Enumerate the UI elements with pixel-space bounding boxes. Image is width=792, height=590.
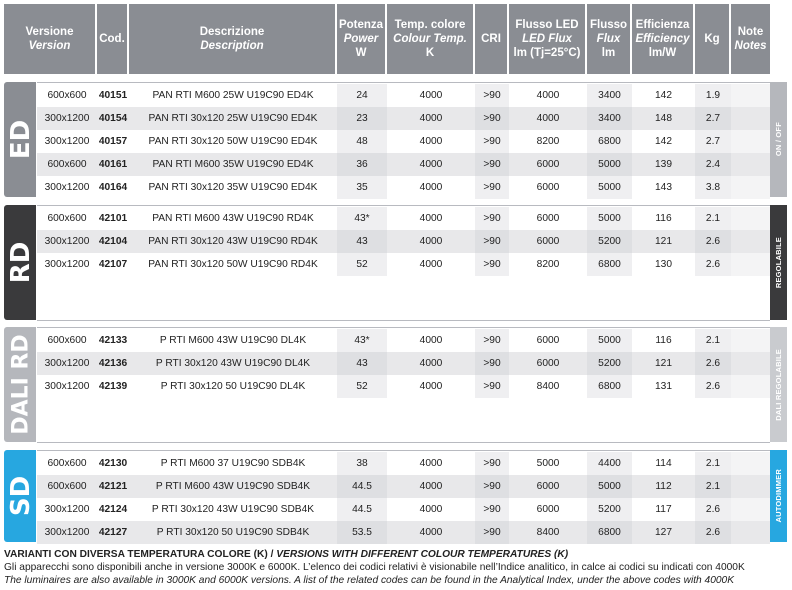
svg-text:DALI RD: DALI RD xyxy=(8,334,34,435)
cell-notes xyxy=(731,230,770,253)
footer-english-text: The luminaires are also available in 3000K and 6000K versions. A list of the related codes can be found in the Analytical Index, under the above codes with 4000K xyxy=(4,575,734,586)
header-flux: Flusso Flux lm xyxy=(587,4,630,74)
cell-notes xyxy=(731,176,770,199)
section-badge-2 xyxy=(4,327,36,442)
cell-colour-temp: 4000 xyxy=(419,527,443,538)
cell-efficiency: 143 xyxy=(655,182,672,193)
cell-description: P RTI 30x120 43W U19C90 SDB4K xyxy=(151,504,315,515)
cell-efficiency: 121 xyxy=(655,358,672,369)
cell-description: PAN RTI 30x120 35W U19C90 ED4K xyxy=(148,182,318,193)
cell-description: P RTI M600 37 U19C90 SDB4K xyxy=(160,458,306,469)
cell-cri: >90 xyxy=(475,207,509,230)
cell-notes xyxy=(731,84,770,107)
cell-version: 600x600 xyxy=(47,90,87,101)
cell-weight: 2.6 xyxy=(695,375,731,398)
cell-notes xyxy=(731,475,770,498)
cell-version: 300x1200 xyxy=(44,358,90,369)
cell-flux: 5000 xyxy=(587,153,632,176)
cell-flux: 5200 xyxy=(587,498,632,521)
cell-flux: 5000 xyxy=(587,329,632,352)
section-band xyxy=(770,450,787,542)
section-badge-0 xyxy=(4,82,36,197)
cell-efficiency: 139 xyxy=(655,159,672,170)
cell-notes xyxy=(731,352,770,375)
cell-power: 36 xyxy=(337,153,387,176)
notes-column-fill xyxy=(731,276,770,320)
cell-flux: 5000 xyxy=(587,475,632,498)
cell-weight: 1.9 xyxy=(695,84,731,107)
cell-weight: 2.6 xyxy=(695,521,731,544)
cell-code: 40151 xyxy=(98,90,128,101)
cell-flux: 5200 xyxy=(587,230,632,253)
cell-flux: 6800 xyxy=(587,521,632,544)
cell-power: 53.5 xyxy=(337,521,387,544)
cell-description: P RTI 30x120 50 U19C90 SDB4K xyxy=(156,527,310,538)
cell-colour-temp: 4000 xyxy=(419,335,443,346)
cell-cri: >90 xyxy=(475,352,509,375)
cell-colour-temp: 4000 xyxy=(419,182,443,193)
section-divider xyxy=(37,442,770,443)
cell-weight: 2.7 xyxy=(695,107,731,130)
section-band-label: REGOLABILE xyxy=(774,236,783,289)
cell-code: 42101 xyxy=(98,213,128,224)
cell-colour-temp: 4000 xyxy=(419,136,443,147)
cell-led-flux: 6000 xyxy=(536,335,560,346)
section-badge-logo xyxy=(4,82,36,197)
cell-led-flux: 8200 xyxy=(536,136,560,147)
cell-efficiency: 142 xyxy=(655,90,672,101)
cell-power: 23 xyxy=(337,107,387,130)
cell-weight: 2.6 xyxy=(695,498,731,521)
header-colour-temp: Temp. colore Colour Temp. K xyxy=(387,4,473,74)
cell-efficiency: 148 xyxy=(655,113,672,124)
cell-code: 42104 xyxy=(98,236,128,247)
section-badge-1 xyxy=(4,205,36,320)
cell-version: 300x1200 xyxy=(44,259,90,270)
header-description: Descrizione Description xyxy=(129,4,335,74)
cell-code: 42121 xyxy=(98,481,128,492)
cell-code: 42127 xyxy=(98,527,128,538)
cell-led-flux: 6000 xyxy=(536,481,560,492)
cell-power: 52 xyxy=(337,253,387,276)
cell-cri: >90 xyxy=(475,475,509,498)
section-divider xyxy=(37,327,770,328)
cell-code: 40164 xyxy=(98,182,128,193)
cell-cri: >90 xyxy=(475,153,509,176)
cell-version: 300x1200 xyxy=(44,236,90,247)
cell-efficiency: 117 xyxy=(655,504,672,515)
cell-notes xyxy=(731,253,770,276)
cell-efficiency: 130 xyxy=(655,259,672,270)
cell-flux: 3400 xyxy=(587,107,632,130)
notes-column-fill xyxy=(731,398,770,442)
cell-led-flux: 6000 xyxy=(536,159,560,170)
cell-notes xyxy=(731,375,770,398)
cell-code: 42124 xyxy=(98,504,128,515)
cell-flux: 3400 xyxy=(587,84,632,107)
cell-version: 300x1200 xyxy=(44,504,90,515)
footer-heading: VARIANTI CON DIVERSA TEMPERATURA COLORE (K) / VERSIONS WITH DIFFERENT COLOUR TEMPERATURES (K) xyxy=(4,549,569,560)
cell-description: PAN RTI 30x120 50W U19C90 RD4K xyxy=(148,259,318,270)
cell-power: 43* xyxy=(337,207,387,230)
cell-led-flux: 4000 xyxy=(536,90,560,101)
cell-weight: 2.6 xyxy=(695,253,731,276)
cell-flux: 6800 xyxy=(587,130,632,153)
section-divider xyxy=(37,205,770,206)
cell-description: P RTI 30x120 50 U19C90 DL4K xyxy=(160,381,306,392)
cell-colour-temp: 4000 xyxy=(419,213,443,224)
cell-cri: >90 xyxy=(475,452,509,475)
cell-notes xyxy=(731,107,770,130)
header-notes: Note Notes xyxy=(731,4,770,74)
cell-flux: 5000 xyxy=(587,207,632,230)
cell-power: 38 xyxy=(337,452,387,475)
cell-version: 300x1200 xyxy=(44,136,90,147)
section-band-label: AUTODIMMER xyxy=(774,469,783,523)
section-band xyxy=(770,82,787,197)
cell-weight: 2.1 xyxy=(695,329,731,352)
cell-cri: >90 xyxy=(475,329,509,352)
cell-notes xyxy=(731,521,770,544)
cell-cri: >90 xyxy=(475,84,509,107)
header-power: Potenza Power W xyxy=(337,4,385,74)
cell-notes xyxy=(731,153,770,176)
cell-led-flux: 8400 xyxy=(536,527,560,538)
cell-colour-temp: 4000 xyxy=(419,259,443,270)
cell-power: 43 xyxy=(337,352,387,375)
cell-led-flux: 8200 xyxy=(536,259,560,270)
cell-power: 43* xyxy=(337,329,387,352)
cell-code: 42136 xyxy=(98,358,128,369)
header-efficiency: Efficienza Efficiency lm/W xyxy=(632,4,693,74)
cell-led-flux: 6000 xyxy=(536,504,560,515)
svg-text:ED: ED xyxy=(6,119,36,160)
header-weight: Kg xyxy=(695,4,729,74)
cell-colour-temp: 4000 xyxy=(419,90,443,101)
cell-efficiency: 142 xyxy=(655,136,672,147)
cell-description: P RTI M600 43W U19C90 DL4K xyxy=(159,335,307,346)
cell-version: 300x1200 xyxy=(44,113,90,124)
footer-notes xyxy=(4,548,790,587)
cell-led-flux: 4000 xyxy=(536,113,560,124)
cell-version: 600x600 xyxy=(47,159,87,170)
cell-efficiency: 114 xyxy=(655,458,672,469)
cell-power: 35 xyxy=(337,176,387,199)
cell-code: 42130 xyxy=(98,458,128,469)
cell-version: 300x1200 xyxy=(44,182,90,193)
cell-power: 44.5 xyxy=(337,475,387,498)
cell-led-flux: 6000 xyxy=(536,358,560,369)
cell-cri: >90 xyxy=(475,521,509,544)
cell-notes xyxy=(731,130,770,153)
cell-code: 40161 xyxy=(98,159,128,170)
section-divider xyxy=(37,82,770,83)
header-version: Versione Version xyxy=(4,4,95,74)
cell-weight: 2.6 xyxy=(695,230,731,253)
section-band xyxy=(770,205,787,320)
cell-weight: 3.8 xyxy=(695,176,731,199)
cell-description: P RTI M600 43W U19C90 SDB4K xyxy=(155,481,311,492)
cell-notes xyxy=(731,452,770,475)
cell-efficiency: 112 xyxy=(655,481,672,492)
cell-version: 600x600 xyxy=(47,213,87,224)
section-divider xyxy=(37,450,770,451)
cell-description: P RTI 30x120 43W U19C90 DL4K xyxy=(155,358,311,369)
cell-led-flux: 6000 xyxy=(536,236,560,247)
cell-efficiency: 127 xyxy=(655,527,672,538)
cell-notes xyxy=(731,498,770,521)
cell-notes xyxy=(731,329,770,352)
cell-version: 600x600 xyxy=(47,458,87,469)
cell-version: 600x600 xyxy=(47,481,87,492)
cell-led-flux: 8400 xyxy=(536,381,560,392)
cell-cri: >90 xyxy=(475,498,509,521)
cell-power: 24 xyxy=(337,84,387,107)
cell-led-flux: 5000 xyxy=(536,458,560,469)
section-badge-logo xyxy=(4,327,36,442)
cell-cri: >90 xyxy=(475,130,509,153)
cell-colour-temp: 4000 xyxy=(419,458,443,469)
cell-colour-temp: 4000 xyxy=(419,358,443,369)
cell-description: PAN RTI M600 35W U19C90 ED4K xyxy=(152,159,314,170)
cell-power: 52 xyxy=(337,375,387,398)
cell-version: 300x1200 xyxy=(44,381,90,392)
cell-cri: >90 xyxy=(475,107,509,130)
cell-flux: 6800 xyxy=(587,253,632,276)
cell-flux: 6800 xyxy=(587,375,632,398)
cell-weight: 2.7 xyxy=(695,130,731,153)
cell-weight: 2.1 xyxy=(695,452,731,475)
cell-version: 300x1200 xyxy=(44,527,90,538)
cell-code: 40157 xyxy=(98,136,128,147)
header-led-flux: Flusso LED LED Flux lm (Tj=25°C) xyxy=(509,4,585,74)
cell-efficiency: 116 xyxy=(655,335,672,346)
section-badge-3 xyxy=(4,450,36,542)
cell-colour-temp: 4000 xyxy=(419,236,443,247)
cell-weight: 2.1 xyxy=(695,475,731,498)
cell-colour-temp: 4000 xyxy=(419,481,443,492)
section-divider xyxy=(37,320,770,321)
cell-description: PAN RTI M600 25W U19C90 ED4K xyxy=(152,90,314,101)
cell-flux: 5200 xyxy=(587,352,632,375)
svg-text:RD: RD xyxy=(6,241,36,284)
cell-code: 40154 xyxy=(98,113,128,124)
cell-code: 42107 xyxy=(98,259,128,270)
cell-colour-temp: 4000 xyxy=(419,113,443,124)
cell-cri: >90 xyxy=(475,375,509,398)
section-badge-logo xyxy=(4,450,36,542)
cell-power: 43 xyxy=(337,230,387,253)
cell-efficiency: 131 xyxy=(655,381,672,392)
header-cri: CRI xyxy=(475,4,507,74)
cell-description: PAN RTI 30x120 25W U19C90 ED4K xyxy=(148,113,318,124)
section-badge-logo xyxy=(4,205,36,320)
cell-colour-temp: 4000 xyxy=(419,159,443,170)
cell-weight: 2.4 xyxy=(695,153,731,176)
cell-colour-temp: 4000 xyxy=(419,504,443,515)
cell-version: 600x600 xyxy=(47,335,87,346)
cell-code: 42133 xyxy=(98,335,128,346)
cell-cri: >90 xyxy=(475,230,509,253)
footer-italian-text: Gli apparecchi sono disponibili anche in versione 3000K e 6000K. L’elenco dei codici relativi è visionabile nell’Indice analitico, in calce ai codici su indicati con 4000K xyxy=(4,562,745,573)
cell-power: 44.5 xyxy=(337,498,387,521)
cell-led-flux: 6000 xyxy=(536,213,560,224)
cell-description: PAN RTI 30x120 43W U19C90 RD4K xyxy=(148,236,318,247)
cell-led-flux: 6000 xyxy=(536,182,560,193)
cell-code: 42139 xyxy=(98,381,128,392)
section-band-label: ON / OFF xyxy=(774,122,783,157)
cell-cri: >90 xyxy=(475,253,509,276)
cell-description: PAN RTI M600 43W U19C90 RD4K xyxy=(152,213,314,224)
cell-weight: 2.1 xyxy=(695,207,731,230)
cell-power: 48 xyxy=(337,130,387,153)
cell-flux: 5000 xyxy=(587,176,632,199)
section-band-label: DALI REGOLABILE xyxy=(774,348,783,421)
cell-efficiency: 116 xyxy=(655,213,672,224)
svg-text:SD: SD xyxy=(6,475,36,517)
cell-description: PAN RTI 30x120 50W U19C90 ED4K xyxy=(148,136,318,147)
header-code: Cod. xyxy=(97,4,127,74)
cell-notes xyxy=(731,207,770,230)
cell-efficiency: 121 xyxy=(655,236,672,247)
cell-flux: 4400 xyxy=(587,452,632,475)
section-band xyxy=(770,327,787,442)
cell-weight: 2.6 xyxy=(695,352,731,375)
cell-colour-temp: 4000 xyxy=(419,381,443,392)
cell-cri: >90 xyxy=(475,176,509,199)
